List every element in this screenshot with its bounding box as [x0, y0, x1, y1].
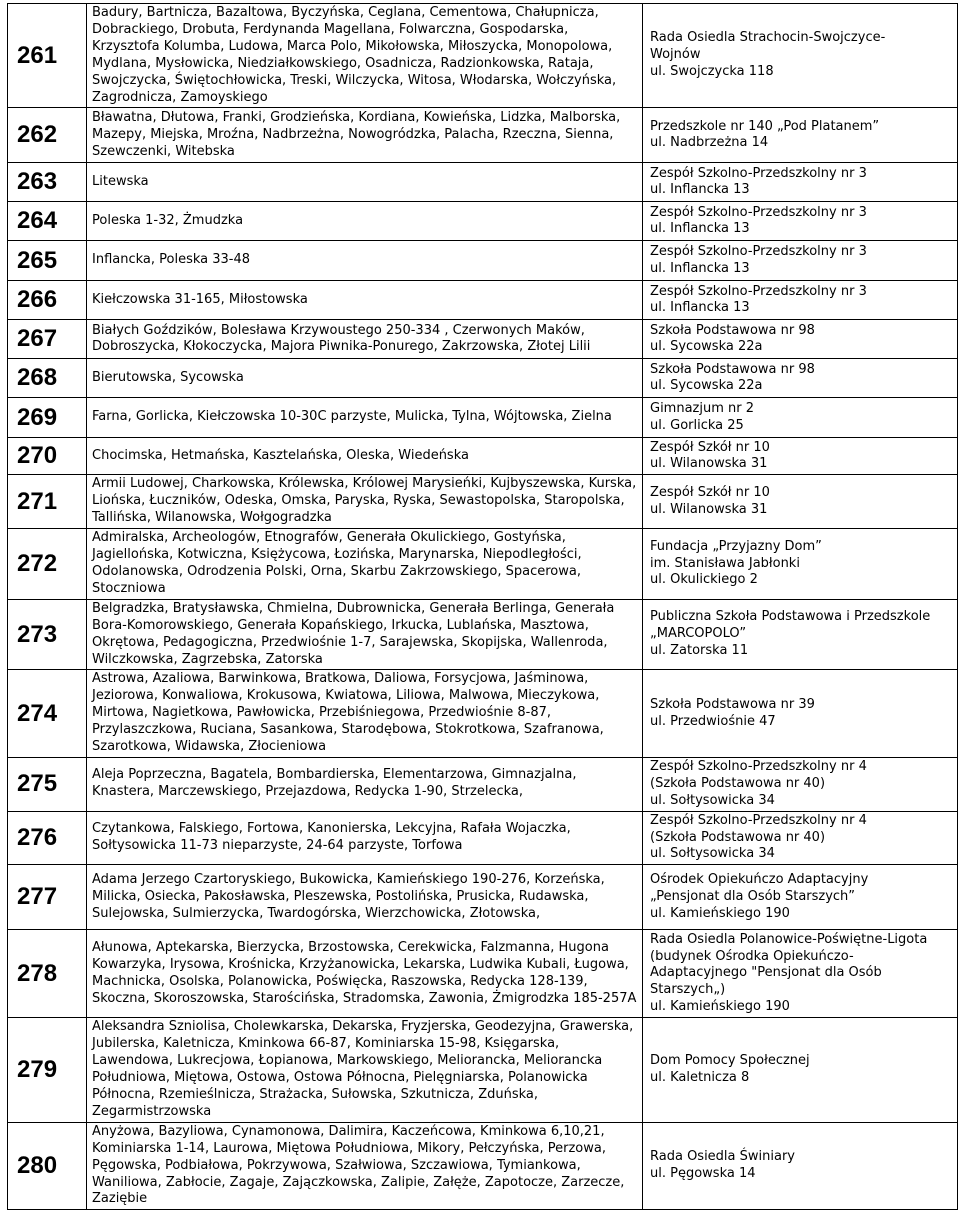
district-number: 276	[8, 811, 87, 865]
district-number: 262	[8, 108, 87, 163]
polling-station-location: Zespół Szkolno-Przedszkolny nr 4 (Szkoła Podstawowa nr 40) ul. Sołtysowicka 34	[643, 811, 958, 865]
district-streets: Chocimska, Hetmańska, Kasztelańska, Oleska, Wiedeńska	[87, 438, 643, 475]
district-number: 265	[8, 241, 87, 281]
district-number: 274	[8, 670, 87, 758]
table-row	[8, 1018, 958, 1122]
district-number: 272	[8, 529, 87, 600]
district-number: 279	[8, 1018, 87, 1122]
polling-station-location: Gimnazjum nr 2 ul. Gorlicka 25	[643, 398, 958, 438]
district-streets: Armii Ludowej, Charkowska, Królewska, Królowej Marysieńki, Kujbyszewska, Kurska, Liońska, Łuczników, Odeska, Omska, Paryska, Ryska, Sewastopolska, Staropolska, Tallińska, Wilanowska, Wołgogradzka	[87, 475, 643, 529]
polling-station-location: Zespół Szkolno-Przedszkolny nr 3 ul. Inflancka 13	[643, 163, 958, 202]
polling-station-location: Zespół Szkół nr 10 ul. Wilanowska 31	[643, 438, 958, 475]
district-number: 270	[8, 438, 87, 475]
district-number: 278	[8, 930, 87, 1018]
polling-station-location: Fundacja „Przyjazny Dom” im. Stanisława Jabłonki ul. Okulickiego 2	[643, 529, 958, 600]
district-streets: Ałunowa, Aptekarska, Bierzycka, Brzostowska, Cerekwicka, Falzmanna, Hugona Kowarzyka, Irysowa, Krośnicka, Krzyżanowicka, Lekarska, Ludwika Kubali, Ługowa, Machnicka, Osolska, Polanowicka, Poświęcka, Raszowska, Redycka 128-139, Skoczna, Skoroszowska, Starościńska, Stradomska, Zawonia, Żmigrodzka 185-257A	[87, 930, 643, 1018]
district-streets: Belgradzka, Bratysławska, Chmielna, Dubrownicka, Generała Berlinga, Generała Bora-Komorowskiego, Generała Kopańskiego, Irkucka, Lublańska, Masztowa, Okrętowa, Pedagogiczna, Przedwiośnie 1-7, Sarajewska, Skopijska, Wallenroda, Wilczkowska, Zagrzebska, Zatorska	[87, 599, 643, 670]
polling-station-location: Zespół Szkół nr 10 ul. Wilanowska 31	[643, 475, 958, 529]
table-row	[8, 529, 958, 600]
polling-districts-table	[7, 3, 958, 1210]
polling-station-location: Rada Osiedla Świniary ul. Pęgowska 14	[643, 1122, 958, 1210]
table-row	[8, 811, 958, 865]
district-streets: Litewska	[87, 163, 643, 202]
table-row	[8, 930, 958, 1018]
table-row	[8, 865, 958, 930]
table-row	[8, 202, 958, 241]
district-streets: Bierutowska, Sycowska	[87, 359, 643, 398]
table-row	[8, 4, 958, 108]
polling-station-location: Ośrodek Opiekuńczo Adaptacyjny „Pensjonat dla Osób Starszych” ul. Kamieńskiego 190	[643, 865, 958, 930]
district-number: 269	[8, 398, 87, 438]
polling-station-location: Rada Osiedla Polanowice-Poświętne-Ligota (budynek Ośrodka Opiekuńczo- Adaptacyjnego "Pensjonat dla Osób Starszych„) ul. Kamieńskiego 190	[643, 930, 958, 1018]
district-streets: Aleja Poprzeczna, Bagatela, Bombardierska, Elementarzowa, Gimnazjalna, Knastera, Marczewskiego, Przejazdowa, Redycka 1-90, Strzelecka,	[87, 757, 643, 811]
district-streets: Bławatna, Dłutowa, Franki, Grodzieńska, Kordiana, Kowieńska, Lidzka, Malborska, Mazepy, Miejska, Mroźna, Nadbrzeżna, Nowogródzka, Palacha, Rzeczna, Sienna, Szewczenki, Witebska	[87, 108, 643, 163]
district-number: 273	[8, 599, 87, 670]
district-streets: Kiełczowska 31-165, Miłostowska	[87, 281, 643, 320]
table-row	[8, 163, 958, 202]
table-row	[8, 320, 958, 359]
polling-station-location: Zespół Szkolno-Przedszkolny nr 3 ul. Inflancka 13	[643, 202, 958, 241]
district-streets: Anyżowa, Bazyliowa, Cynamonowa, Dalimira, Kaczeńcowa, Kminkowa 6,10,21, Kominiarska 1-14, Laurowa, Miętowa Południowa, Mikory, Pełczyńska, Perzowa, Pęgowska, Podbiałowa, Pokrzywowa, Szałwiowa, Szczawiowa, Tymiankowa, Waniliowa, Zabłocie, Zagaje, Zajączkowska, Zalipie, Załęże, Zapotocze, Zarzecze, Zaziębie	[87, 1122, 643, 1210]
polling-station-location: Zespół Szkolno-Przedszkolny nr 3 ul. Inflancka 13	[643, 281, 958, 320]
district-number: 264	[8, 202, 87, 241]
table-body	[8, 4, 958, 1210]
district-streets: Białych Goździków, Bolesława Krzywoustego 250-334 , Czerwonych Maków, Dobroszycka, Kłokoczycka, Majora Piwnika-Ponurego, Zakrzowska, Złotej Lilii	[87, 320, 643, 359]
table-row	[8, 670, 958, 758]
district-number: 271	[8, 475, 87, 529]
table-row	[8, 359, 958, 398]
district-streets: Inflancka, Poleska 33-48	[87, 241, 643, 281]
district-streets: Poleska 1-32, Żmudzka	[87, 202, 643, 241]
table-row	[8, 241, 958, 281]
district-number: 266	[8, 281, 87, 320]
district-streets: Czytankowa, Falskiego, Fortowa, Kanonierska, Lekcyjna, Rafała Wojaczka, Sołtysowicka 11-73 nieparzyste, 24-64 parzyste, Torfowa	[87, 811, 643, 865]
table-row	[8, 1122, 958, 1210]
district-streets: Farna, Gorlicka, Kiełczowska 10-30C parzyste, Mulicka, Tylna, Wójtowska, Zielna	[87, 398, 643, 438]
table-row	[8, 281, 958, 320]
district-streets: Badury, Bartnicza, Bazaltowa, Byczyńska, Ceglana, Cementowa, Chałupnicza, Dobrackiego, Drobuta, Ferdynanda Magellana, Folwarczna, Gospodarska, Krzysztofa Kolumba, Ludowa, Marca Polo, Mikołowska, Miłoszycka, Monopolowa, Mydlana, Mysłowicka, Niedziałkowskiego, Osadnicza, Radzionkowska, Rataja, Swojczycka, Świętochłowicka, Treski, Wilczycka, Witosa, Włodarska, Wołczyńska, Zagrodnicza, Zamoyskiego	[87, 4, 643, 108]
table-row	[8, 757, 958, 811]
polling-station-location: Szkoła Podstawowa nr 39 ul. Przedwiośnie 47	[643, 670, 958, 758]
district-streets: Aleksandra Szniolisa, Cholewkarska, Dekarska, Fryzjerska, Geodezyjna, Grawerska, Jubilerska, Kaletnicza, Kminkowa 66-87, Kominiarska 15-98, Księgarska, Lawendowa, Lukrecjowa, Łopianowa, Markowskiego, Meliorancka, Meliorancka Południowa, Miętowa, Ostowa, Ostowa Północna, Pielęgniarska, Polanowicka Północna, Rzemieślnicza, Strażacka, Sułowska, Szkutnicza, Zduńska, Zegarmistrzowska	[87, 1018, 643, 1122]
district-number: 267	[8, 320, 87, 359]
table-row	[8, 438, 958, 475]
table-row	[8, 475, 958, 529]
polling-station-location: Publiczna Szkoła Podstawowa i Przedszkole „MARCOPOLO” ul. Zatorska 11	[643, 599, 958, 670]
district-number: 280	[8, 1122, 87, 1210]
district-streets: Astrowa, Azaliowa, Barwinkowa, Bratkowa, Daliowa, Forsycjowa, Jaśminowa, Jeziorowa, Konwaliowa, Krokusowa, Kwiatowa, Liliowa, Malwowa, Mieczykowa, Mirtowa, Nagietkowa, Pawłowicka, Przebiśniegowa, Przedwiośnie 8-87, Przylaszczkowa, Ruciana, Sasankowa, Starodębowa, Stokrotkowa, Szafranowa, Szarotkowa, Widawska, Złocieniowa	[87, 670, 643, 758]
district-number: 275	[8, 757, 87, 811]
district-number: 261	[8, 4, 87, 108]
polling-districts-page	[7, 3, 957, 1210]
table-row	[8, 599, 958, 670]
polling-station-location: Szkoła Podstawowa nr 98 ul. Sycowska 22a	[643, 359, 958, 398]
district-number: 263	[8, 163, 87, 202]
district-number: 268	[8, 359, 87, 398]
table-row	[8, 108, 958, 163]
district-streets: Admiralska, Archeologów, Etnografów, Generała Okulickiego, Gostyńska, Jagiellońska, Kotwiczna, Księżycowa, Łozińska, Marynarska, Niepodległości, Odolanowska, Odrodzenia Polski, Orna, Skarbu Zakrzowskiego, Spacerowa, Stoczniowa	[87, 529, 643, 600]
table-row	[8, 398, 958, 438]
district-streets: Adama Jerzego Czartoryskiego, Bukowicka, Kamieńskiego 190-276, Korzeńska, Milicka, Osiecka, Pakosławska, Pleszewska, Postolińska, Prusicka, Rudawska, Sulejowska, Sulmierzycka, Twardogórska, Wierzchowicka, Złotowska,	[87, 865, 643, 930]
polling-station-location: Przedszkole nr 140 „Pod Platanem” ul. Nadbrzeżna 14	[643, 108, 958, 163]
polling-station-location: Zespół Szkolno-Przedszkolny nr 3 ul. Inflancka 13	[643, 241, 958, 281]
polling-station-location: Dom Pomocy Społecznej ul. Kaletnicza 8	[643, 1018, 958, 1122]
polling-station-location: Zespół Szkolno-Przedszkolny nr 4 (Szkoła Podstawowa nr 40) ul. Sołtysowicka 34	[643, 757, 958, 811]
polling-station-location: Szkoła Podstawowa nr 98 ul. Sycowska 22a	[643, 320, 958, 359]
district-number: 277	[8, 865, 87, 930]
polling-station-location: Rada Osiedla Strachocin-Swojczyce- Wojnów ul. Swojczycka 118	[643, 4, 958, 108]
